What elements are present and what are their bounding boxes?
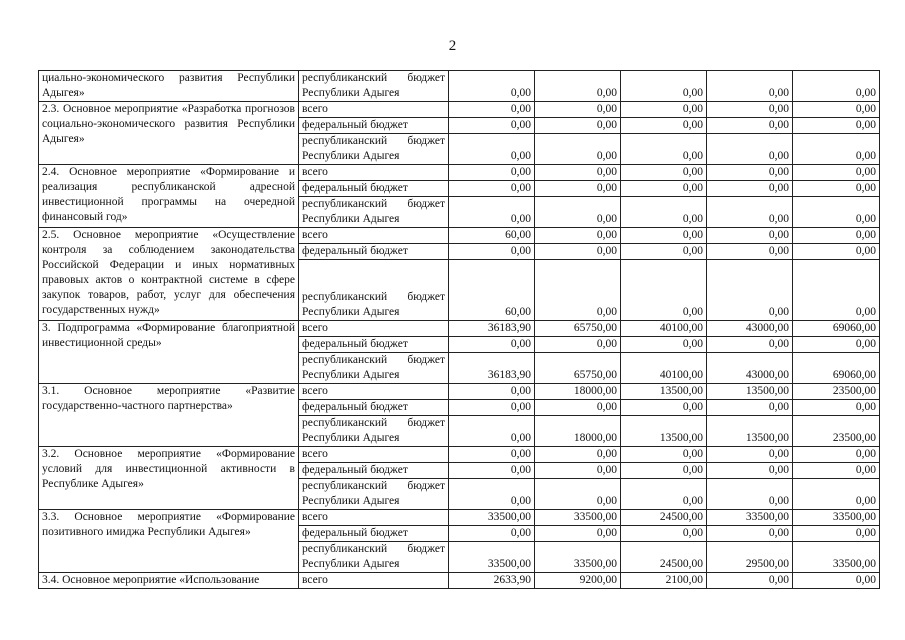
funding-source-cell: республиканский бюджет Республики Адыгея	[299, 353, 449, 384]
amount-cell: 0,00	[449, 384, 535, 400]
table-row	[39, 384, 880, 400]
amount-cell: 0,00	[793, 260, 880, 321]
amount-cell: 0,00	[621, 447, 707, 463]
amount-cell: 0,00	[449, 118, 535, 134]
amount-cell: 0,00	[621, 260, 707, 321]
funding-source-cell: всего	[299, 165, 449, 181]
amount-cell: 0,00	[793, 71, 880, 102]
funding-source-cell: республиканский бюджет Республики Адыгея	[299, 134, 449, 165]
amount-cell: 2100,00	[621, 573, 707, 589]
amount-cell: 36183,90	[449, 353, 535, 384]
amount-cell: 69060,00	[793, 353, 880, 384]
amount-cell: 0,00	[621, 134, 707, 165]
amount-cell: 0,00	[449, 447, 535, 463]
amount-cell: 24500,00	[621, 510, 707, 526]
amount-cell: 0,00	[621, 244, 707, 260]
amount-cell: 9200,00	[535, 573, 621, 589]
amount-cell: 36183,90	[449, 321, 535, 337]
amount-cell: 0,00	[707, 165, 793, 181]
table-row	[39, 71, 880, 102]
amount-cell: 33500,00	[793, 542, 880, 573]
amount-cell: 0,00	[793, 102, 880, 118]
amount-cell: 0,00	[449, 134, 535, 165]
table-row	[39, 102, 880, 118]
amount-cell: 0,00	[793, 165, 880, 181]
amount-cell: 0,00	[449, 526, 535, 542]
activity-cell: циально-экономического развития Республики Адыгея»	[39, 71, 299, 102]
funding-source-cell: федеральный бюджет	[299, 118, 449, 134]
activity-cell: 3.3. Основное мероприятие «Формирование позитивного имиджа Республики Адыгея»	[39, 510, 299, 573]
amount-cell: 0,00	[621, 463, 707, 479]
activity-cell: 3.1. Основное мероприятие «Развитие государственно-частного партнерства»	[39, 384, 299, 447]
table-row	[39, 447, 880, 463]
funding-source-cell: федеральный бюджет	[299, 463, 449, 479]
amount-cell: 13500,00	[707, 416, 793, 447]
amount-cell: 0,00	[449, 479, 535, 510]
amount-cell: 0,00	[535, 134, 621, 165]
amount-cell: 13500,00	[621, 384, 707, 400]
amount-cell: 0,00	[621, 526, 707, 542]
amount-cell: 0,00	[793, 526, 880, 542]
funding-source-cell: федеральный бюджет	[299, 337, 449, 353]
amount-cell: 0,00	[621, 228, 707, 244]
amount-cell: 33500,00	[535, 510, 621, 526]
amount-cell: 0,00	[793, 463, 880, 479]
funding-source-cell: всего	[299, 102, 449, 118]
amount-cell: 0,00	[621, 118, 707, 134]
amount-cell: 0,00	[707, 244, 793, 260]
amount-cell: 33500,00	[449, 542, 535, 573]
amount-cell: 0,00	[707, 71, 793, 102]
amount-cell: 0,00	[535, 118, 621, 134]
amount-cell: 0,00	[707, 118, 793, 134]
amount-cell: 0,00	[707, 228, 793, 244]
page-number: 2	[448, 38, 457, 54]
amount-cell: 33500,00	[793, 510, 880, 526]
amount-cell: 0,00	[793, 337, 880, 353]
amount-cell: 0,00	[449, 244, 535, 260]
amount-cell: 0,00	[449, 181, 535, 197]
amount-cell: 0,00	[449, 102, 535, 118]
amount-cell: 0,00	[707, 181, 793, 197]
amount-cell: 60,00	[449, 228, 535, 244]
amount-cell: 2633,90	[449, 573, 535, 589]
amount-cell: 0,00	[535, 526, 621, 542]
funding-source-cell: всего	[299, 228, 449, 244]
amount-cell: 43000,00	[707, 353, 793, 384]
amount-cell: 0,00	[621, 165, 707, 181]
amount-cell: 0,00	[793, 447, 880, 463]
amount-cell: 0,00	[449, 71, 535, 102]
amount-cell: 33500,00	[707, 510, 793, 526]
amount-cell: 0,00	[707, 134, 793, 165]
amount-cell: 0,00	[621, 479, 707, 510]
table-row	[39, 573, 880, 589]
amount-cell: 0,00	[707, 463, 793, 479]
table-row	[39, 510, 880, 526]
table-row	[39, 321, 880, 337]
amount-cell: 0,00	[707, 479, 793, 510]
amount-cell: 0,00	[707, 260, 793, 321]
amount-cell: 0,00	[707, 337, 793, 353]
funding-source-cell: всего	[299, 510, 449, 526]
table-row	[39, 165, 880, 181]
amount-cell: 24500,00	[621, 542, 707, 573]
amount-cell: 65750,00	[535, 321, 621, 337]
amount-cell: 0,00	[793, 400, 880, 416]
amount-cell: 0,00	[793, 118, 880, 134]
amount-cell: 0,00	[707, 573, 793, 589]
funding-source-cell: республиканский бюджет Республики Адыгея	[299, 260, 449, 321]
amount-cell: 0,00	[793, 228, 880, 244]
amount-cell: 0,00	[793, 181, 880, 197]
amount-cell: 0,00	[535, 181, 621, 197]
funding-source-cell: республиканский бюджет Республики Адыгея	[299, 479, 449, 510]
funding-source-cell: всего	[299, 447, 449, 463]
amount-cell: 0,00	[535, 479, 621, 510]
amount-cell: 0,00	[535, 260, 621, 321]
amount-cell: 0,00	[535, 400, 621, 416]
amount-cell: 40100,00	[621, 321, 707, 337]
amount-cell: 0,00	[621, 71, 707, 102]
amount-cell: 0,00	[621, 197, 707, 228]
funding-source-cell: всего	[299, 321, 449, 337]
amount-cell: 0,00	[535, 228, 621, 244]
amount-cell: 60,00	[449, 260, 535, 321]
funding-source-cell: федеральный бюджет	[299, 181, 449, 197]
funding-source-cell: всего	[299, 384, 449, 400]
amount-cell: 13500,00	[621, 416, 707, 447]
amount-cell: 0,00	[449, 337, 535, 353]
funding-source-cell: республиканский бюджет Республики Адыгея	[299, 542, 449, 573]
amount-cell: 0,00	[449, 400, 535, 416]
amount-cell: 0,00	[793, 197, 880, 228]
amount-cell: 0,00	[707, 102, 793, 118]
amount-cell: 0,00	[707, 447, 793, 463]
amount-cell: 0,00	[535, 447, 621, 463]
funding-source-cell: федеральный бюджет	[299, 526, 449, 542]
activity-cell: 3.2. Основное мероприятие «Формирование условий для инвестиционной активности в Республике Адыгея»	[39, 447, 299, 510]
amount-cell: 23500,00	[793, 384, 880, 400]
amount-cell: 0,00	[707, 526, 793, 542]
amount-cell: 0,00	[449, 197, 535, 228]
amount-cell: 0,00	[535, 165, 621, 181]
activity-cell: 3.4. Основное мероприятие «Использование	[39, 573, 299, 589]
amount-cell: 0,00	[621, 400, 707, 416]
funding-source-cell: всего	[299, 573, 449, 589]
amount-cell: 0,00	[793, 479, 880, 510]
amount-cell: 23500,00	[793, 416, 880, 447]
amount-cell: 0,00	[707, 197, 793, 228]
amount-cell: 0,00	[449, 416, 535, 447]
activity-cell: 2.5. Основное мероприятие «Осуществление контроля за соблюдением законодательства Российской Федерации и иных нормативных правовых актов о контрактной системе в сфере закупок товаров, работ, услуг для обеспечения государственных нужд»	[39, 228, 299, 321]
funding-source-cell: федеральный бюджет	[299, 400, 449, 416]
amount-cell: 0,00	[535, 244, 621, 260]
amount-cell: 0,00	[621, 181, 707, 197]
amount-cell: 40100,00	[621, 353, 707, 384]
amount-cell: 33500,00	[535, 542, 621, 573]
amount-cell: 0,00	[535, 102, 621, 118]
amount-cell: 0,00	[707, 400, 793, 416]
amount-cell: 0,00	[793, 244, 880, 260]
activity-cell: 2.4. Основное мероприятие «Формирование и реализация республиканской адресной инвестиционной программы на очередной финансовый год»	[39, 165, 299, 228]
amount-cell: 0,00	[535, 463, 621, 479]
activity-cell: 2.3. Основное мероприятие «Разработка прогнозов социально-экономического развития Республики Адыгея»	[39, 102, 299, 165]
funding-source-cell: республиканский бюджет Республики Адыгея	[299, 416, 449, 447]
amount-cell: 0,00	[621, 337, 707, 353]
amount-cell: 0,00	[449, 463, 535, 479]
funding-source-cell: республиканский бюджет Республики Адыгея	[299, 71, 449, 102]
amount-cell: 0,00	[793, 573, 880, 589]
amount-cell: 0,00	[535, 197, 621, 228]
amount-cell: 65750,00	[535, 353, 621, 384]
table-row	[39, 228, 880, 244]
activity-cell: 3. Подпрограмма «Формирование благоприятной инвестиционной среды»	[39, 321, 299, 384]
funding-source-cell: федеральный бюджет	[299, 244, 449, 260]
funding-source-cell: республиканский бюджет Республики Адыгея	[299, 197, 449, 228]
amount-cell: 0,00	[535, 71, 621, 102]
amount-cell: 18000,00	[535, 384, 621, 400]
amount-cell: 33500,00	[449, 510, 535, 526]
budget-table	[38, 70, 880, 589]
amount-cell: 69060,00	[793, 321, 880, 337]
amount-cell: 0,00	[621, 102, 707, 118]
amount-cell: 0,00	[449, 165, 535, 181]
amount-cell: 29500,00	[707, 542, 793, 573]
amount-cell: 13500,00	[707, 384, 793, 400]
amount-cell: 43000,00	[707, 321, 793, 337]
amount-cell: 18000,00	[535, 416, 621, 447]
amount-cell: 0,00	[535, 337, 621, 353]
amount-cell: 0,00	[793, 134, 880, 165]
